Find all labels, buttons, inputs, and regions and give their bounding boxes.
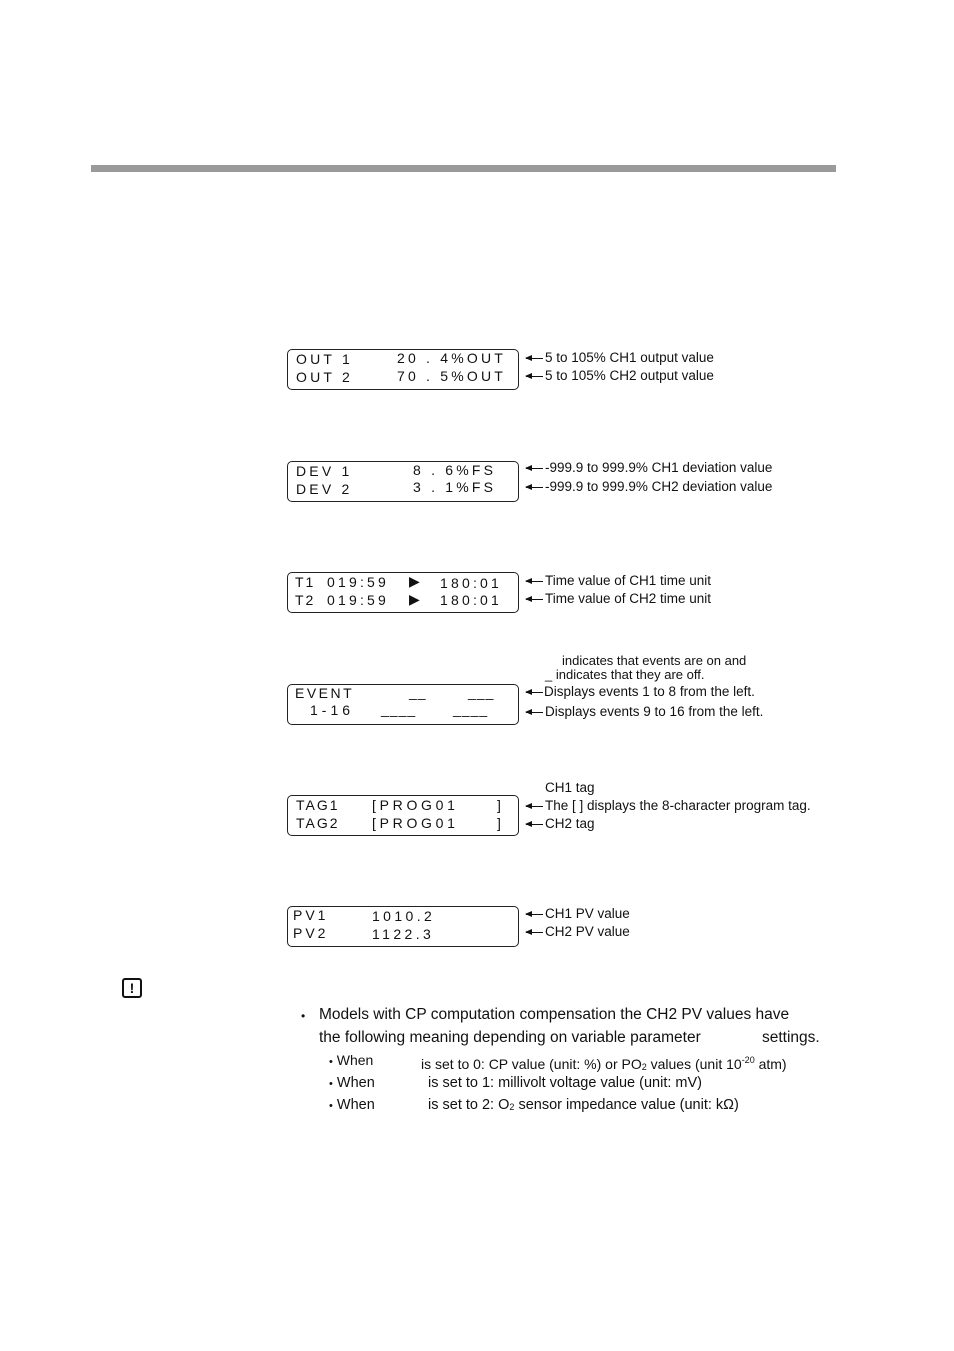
play-icon: ▶ — [409, 573, 420, 589]
annotation: CH2 PV value — [545, 924, 630, 939]
arrow-icon — [526, 914, 543, 915]
sub-when: When — [336, 1052, 374, 1068]
note-line: Models with CP computation compensation the CH2 PV values have — [319, 1006, 790, 1023]
annotation: CH1 tag — [545, 780, 595, 795]
arrow-icon — [526, 806, 543, 807]
sub-text: sensor impedance value (unit: kΩ) — [514, 1097, 739, 1113]
annotation: Displays events 1 to 8 from the left. — [544, 684, 755, 699]
lcd-value: 8 . 6%FS — [413, 462, 497, 478]
lcd-value: 70 . 5%OUT — [397, 368, 507, 384]
lcd-pv-panel — [287, 906, 519, 947]
play-icon: ▶ — [409, 591, 420, 607]
note-sub-item: is set to 1: millivolt voltage value (unit: mV) — [428, 1075, 702, 1091]
lcd-value: 20 . 4%OUT — [397, 350, 507, 366]
lcd-label: TAG2 — [296, 815, 340, 831]
sub-bullet: • — [329, 1100, 333, 1112]
annotation: The [ ] displays the 8-character program tag. — [545, 798, 811, 813]
event-indicators: __ — [409, 684, 427, 700]
note-sub-item — [329, 1073, 375, 1094]
lcd-label: OUT 1 — [296, 351, 353, 367]
superscript: -20 — [741, 1055, 755, 1065]
annotation: Time value of CH2 time unit — [545, 591, 712, 606]
event-legend: _ indicates that they are off. — [545, 667, 705, 682]
arrow-icon — [526, 376, 543, 377]
program-tag: [PROG01 — [372, 797, 459, 813]
lcd-label: TAG1 — [296, 797, 340, 813]
annotation: CH1 PV value — [545, 906, 630, 921]
lcd-label: PV1 — [293, 907, 329, 923]
lcd-label: DEV 2 — [296, 481, 353, 497]
program-tag: [PROG01 — [372, 815, 459, 831]
lcd-deviation-panel — [287, 461, 519, 502]
annotation: Displays events 9 to 16 from the left. — [545, 704, 764, 719]
sub-bullet: • — [329, 1056, 333, 1068]
sub-when: When — [336, 1097, 375, 1113]
arrow-icon — [526, 824, 543, 825]
lcd-label: 1-16 — [310, 702, 355, 718]
lcd-tag-panel — [287, 795, 519, 836]
tag-close-bracket: ] — [497, 815, 505, 831]
annotation: Time value of CH1 time unit — [545, 573, 712, 588]
note-line: the following meaning depending on variable parameter — [319, 1029, 701, 1046]
lcd-label: OUT 2 — [296, 369, 353, 385]
subscript: 2 — [641, 1062, 647, 1072]
lcd-time-panel — [287, 572, 519, 613]
annotation: CH2 tag — [545, 816, 595, 831]
sub-text: is set to 2: O — [428, 1097, 510, 1113]
note-line: settings. — [762, 1029, 820, 1046]
annotation: 5 to 105% CH2 output value — [545, 368, 714, 383]
lcd-value: 1010.2 — [372, 908, 436, 924]
lcd-value: 1122.3 — [372, 926, 435, 942]
note-bullet: • — [301, 1009, 306, 1023]
lcd-label: DEV 1 — [296, 463, 353, 479]
annotation: -999.9 to 999.9% CH2 deviation value — [545, 479, 773, 494]
note-sub-item — [329, 1050, 373, 1072]
sub-text: atm) — [754, 1056, 787, 1072]
event-legend: indicates that events are on and — [562, 653, 747, 668]
lcd-label: T2 — [295, 592, 316, 608]
subscript: 2 — [509, 1102, 515, 1112]
note-sub-item — [428, 1095, 739, 1117]
sub-text: values (unit 10 — [646, 1056, 742, 1072]
arrow-icon — [526, 581, 543, 582]
sub-text: is set to 0: CP value (unit: %) or PO — [421, 1056, 642, 1072]
lcd-label: EVENT — [295, 685, 355, 701]
event-indicators: ___ — [468, 684, 495, 700]
lcd-value: 180:01 — [440, 575, 503, 591]
lcd-label: PV2 — [293, 925, 329, 941]
sub-when: When — [336, 1075, 375, 1091]
caution-icon: ! — [122, 978, 142, 998]
lcd-value: 180:01 — [440, 592, 503, 608]
sub-bullet: • — [329, 1078, 333, 1090]
arrow-icon — [526, 712, 543, 713]
lcd-output-panel — [287, 349, 519, 390]
arrow-icon — [526, 932, 543, 933]
arrow-icon — [526, 599, 543, 600]
event-indicators: ____ — [453, 701, 489, 717]
lcd-event-panel — [287, 684, 519, 725]
arrow-icon — [526, 468, 543, 469]
lcd-value: 019:59 — [327, 574, 390, 590]
lcd-label: T1 — [295, 574, 316, 590]
arrow-icon — [526, 692, 543, 693]
annotation: -999.9 to 999.9% CH1 deviation value — [545, 460, 773, 475]
arrow-icon — [526, 358, 543, 359]
arrow-icon — [526, 487, 543, 488]
header-rule — [91, 165, 836, 172]
lcd-value: 3 . 1%FS — [413, 479, 497, 495]
event-indicators: ____ — [381, 701, 417, 717]
tag-close-bracket: ] — [497, 797, 505, 813]
lcd-value: 019:59 — [327, 592, 390, 608]
annotation: 5 to 105% CH1 output value — [545, 350, 714, 365]
note-sub-item — [329, 1095, 375, 1116]
